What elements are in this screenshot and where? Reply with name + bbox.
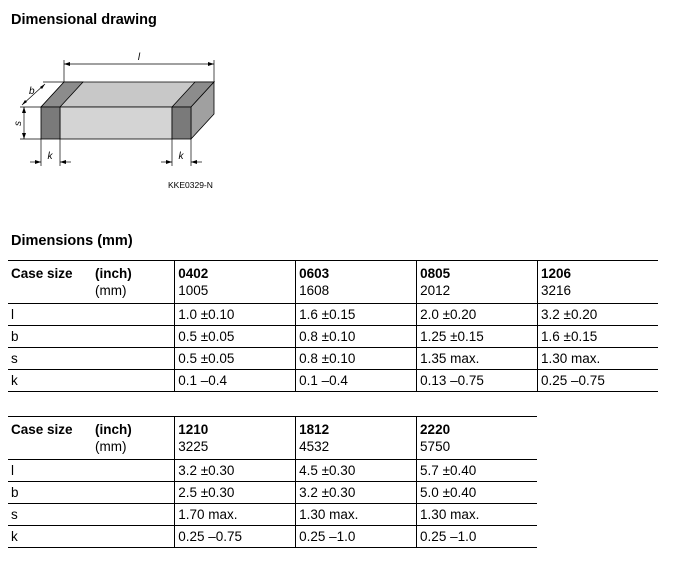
case-0805: 0805 2012 (417, 261, 538, 304)
table-cell: 5.7 ±0.40 (417, 460, 537, 482)
table-row (8, 370, 658, 392)
case-size-header (8, 261, 175, 304)
table-cell: 0.1 –0.4 (296, 370, 417, 392)
table-cell: 0.8 ±0.10 (296, 326, 417, 348)
label-b: b (29, 86, 35, 97)
label-k-right: k (178, 151, 184, 162)
inch-label: (inch) (95, 422, 132, 437)
row-label: k (8, 526, 175, 548)
case-1206: 1206 3216 (538, 261, 658, 304)
case-size-header (8, 417, 175, 460)
table-cell: 0.13 –0.75 (417, 370, 538, 392)
table-cell: 0.25 –0.75 (175, 526, 296, 548)
mm-label: (mm) (95, 439, 127, 454)
row-label: s (8, 348, 175, 370)
case-1812: 1812 4532 (296, 417, 417, 460)
table-row (8, 304, 658, 326)
table-cell: 1.0 ±0.10 (175, 304, 296, 326)
table-row (8, 326, 658, 348)
table-cell: 1.30 max. (296, 504, 417, 526)
label-s: s (13, 121, 24, 126)
table-cell: 5.0 ±0.40 (417, 482, 537, 504)
table-cell: 0.8 ±0.10 (296, 348, 417, 370)
table-cell: 1.35 max. (417, 348, 538, 370)
case-size-label: Case size (11, 422, 73, 437)
table-cell: 1.25 ±0.15 (417, 326, 538, 348)
table-cell: 1.6 ±0.15 (538, 326, 658, 348)
case-0603: 0603 1608 (296, 261, 417, 304)
case-2220: 2220 5750 (417, 417, 537, 460)
label-k-left: k (47, 151, 53, 162)
drawing-title: Dimensional drawing (11, 12, 157, 28)
table-cell: 0.5 ±0.05 (175, 348, 296, 370)
table-cell: 0.5 ±0.05 (175, 326, 296, 348)
row-label: b (8, 326, 175, 348)
row-label: l (8, 460, 175, 482)
table-cell: 1.30 max. (538, 348, 658, 370)
mm-label: (mm) (95, 283, 127, 298)
table-cell: 1.6 ±0.15 (296, 304, 417, 326)
row-label: b (8, 482, 175, 504)
table-header-row (8, 261, 658, 304)
row-label: s (8, 504, 175, 526)
table-row (8, 460, 537, 482)
table-cell: 4.5 ±0.30 (296, 460, 417, 482)
table-row (8, 526, 537, 548)
label-l: l (137, 52, 141, 63)
dimensions-table-2 (8, 416, 537, 548)
table-header-row (8, 417, 537, 460)
row-label: k (8, 370, 175, 392)
table-cell: 0.25 –1.0 (417, 526, 537, 548)
table-cell: 3.2 ±0.30 (296, 482, 417, 504)
case-size-label: Case size (11, 266, 73, 281)
case-0402: 0402 1005 (175, 261, 296, 304)
table-cell: 0.25 –0.75 (538, 370, 658, 392)
table-cell: 2.0 ±0.20 (417, 304, 538, 326)
table-cell: 3.2 ±0.20 (538, 304, 658, 326)
case-1210: 1210 3225 (175, 417, 296, 460)
table-cell: 3.2 ±0.30 (175, 460, 296, 482)
dimensions-title: Dimensions (mm) (11, 233, 133, 249)
drawing-code: KKE0329-N (168, 180, 213, 190)
row-label: l (8, 304, 175, 326)
table-row (8, 482, 537, 504)
table-row (8, 504, 537, 526)
table-cell: 2.5 ±0.30 (175, 482, 296, 504)
table-cell: 0.1 –0.4 (175, 370, 296, 392)
table-cell: 1.30 max. (417, 504, 537, 526)
dimensional-drawing (8, 44, 248, 194)
table-row (8, 348, 658, 370)
dimensions-table-1 (8, 260, 658, 392)
table-cell: 1.70 max. (175, 504, 296, 526)
table-cell: 0.25 –1.0 (296, 526, 417, 548)
inch-label: (inch) (95, 266, 132, 281)
